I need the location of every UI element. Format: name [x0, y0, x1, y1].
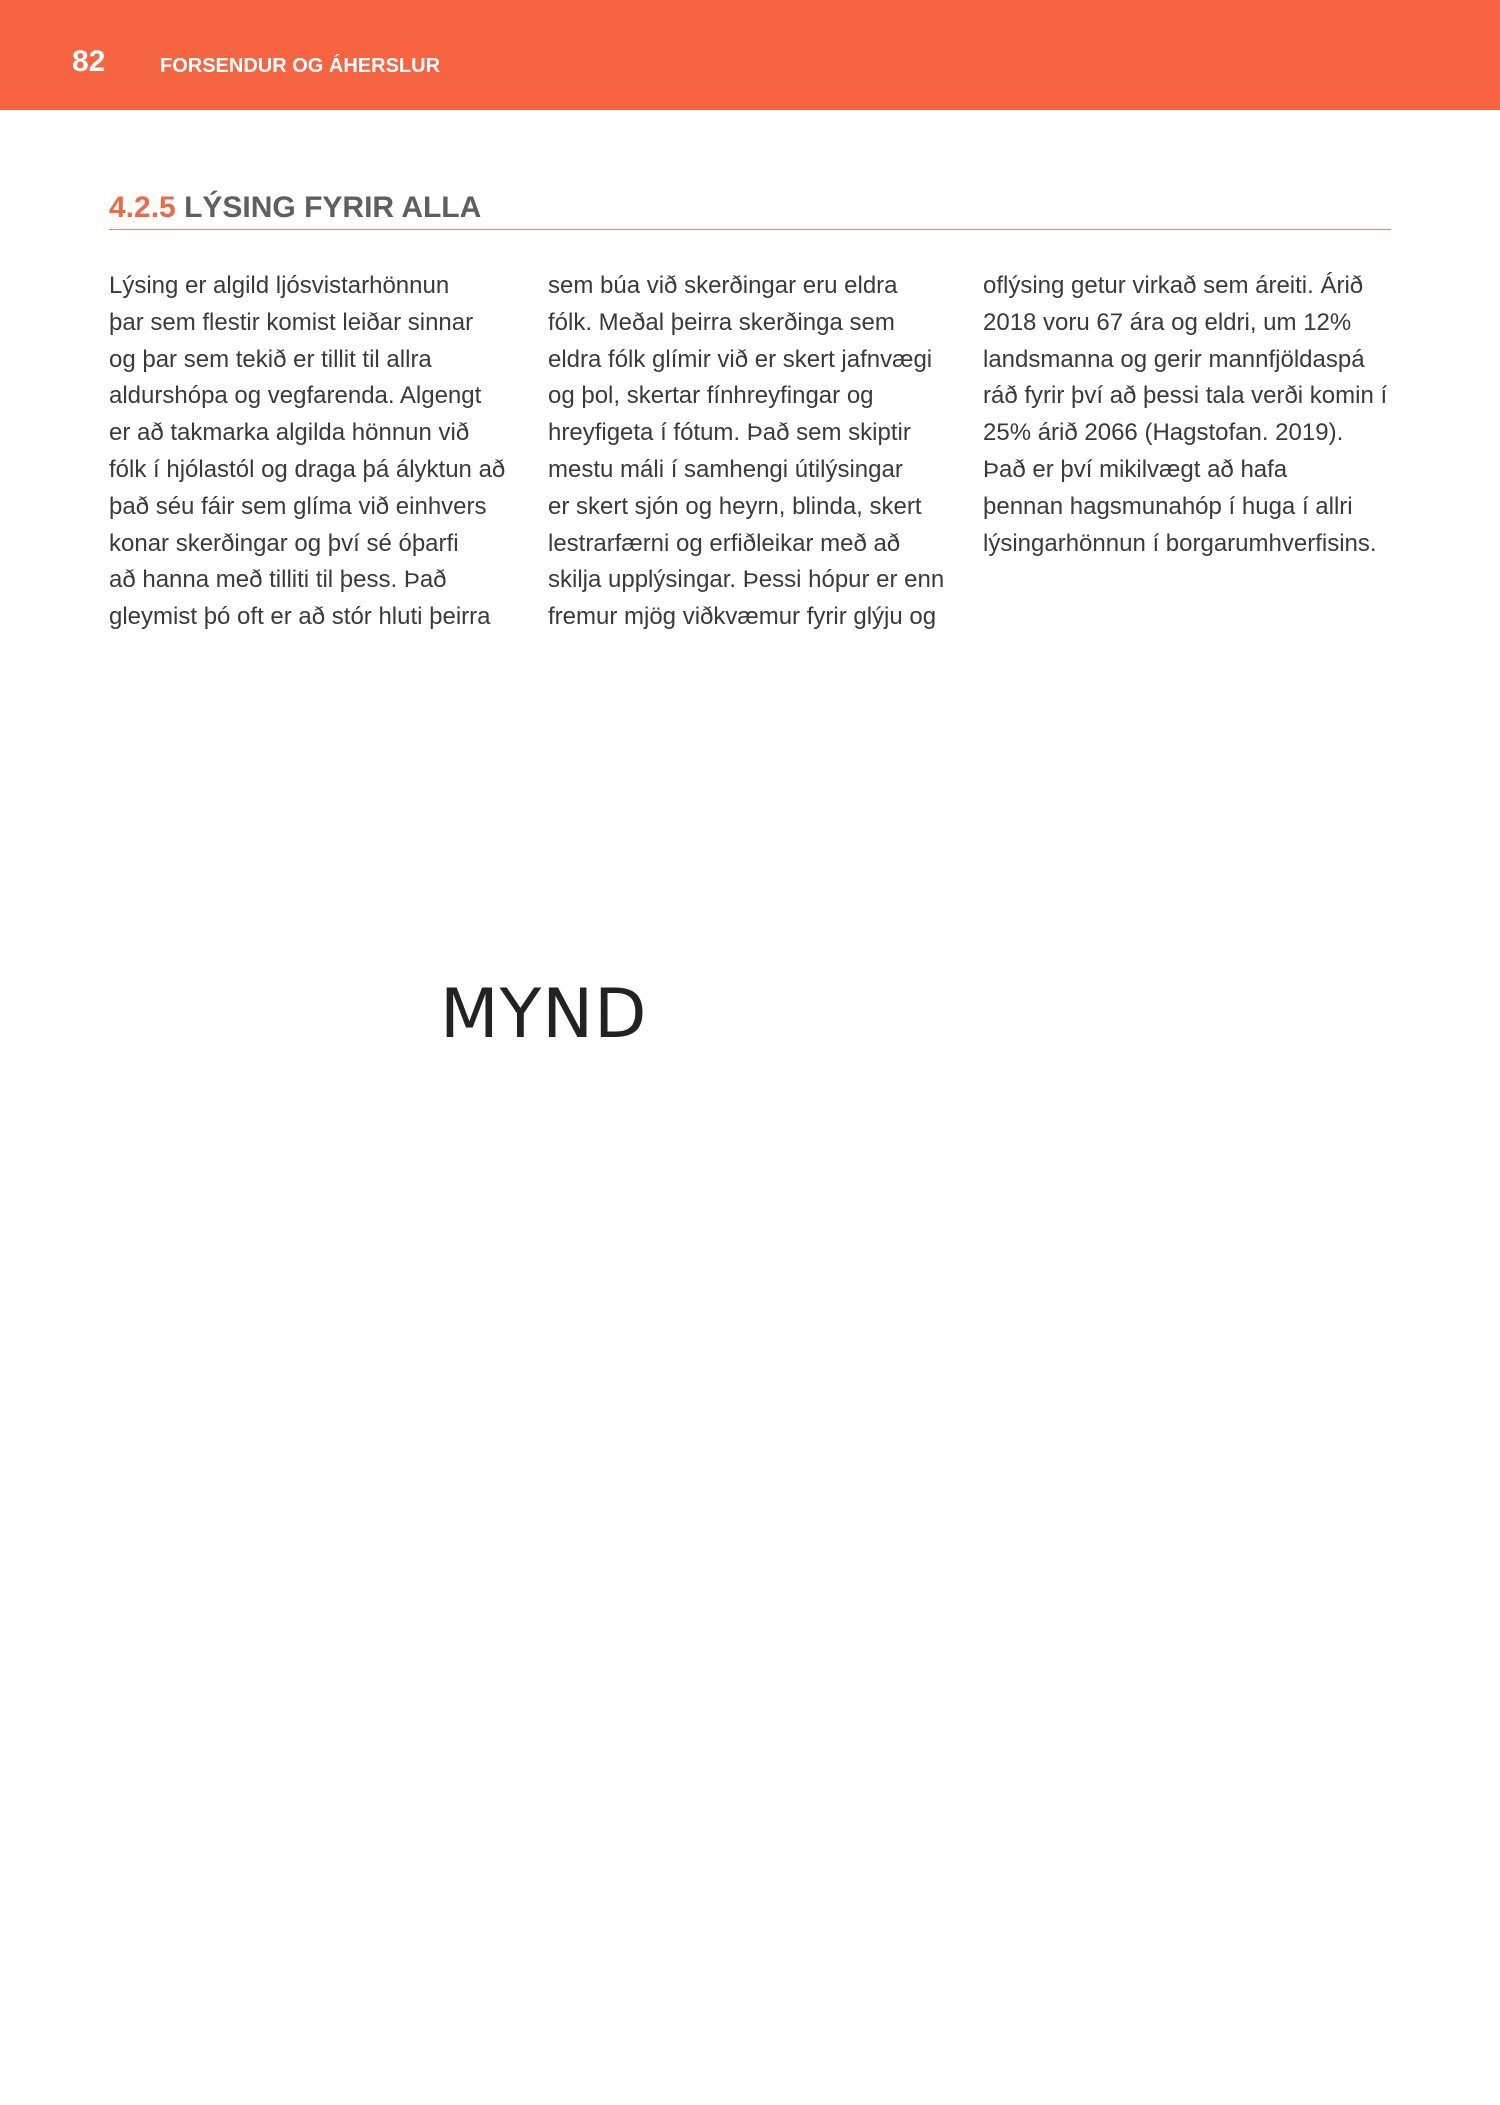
- section-title: LÝSING FYRIR ALLA: [184, 191, 482, 224]
- header-band: [0, 0, 1500, 110]
- text-line: fólk. Meðal þeirra skerðinga sem: [548, 308, 895, 336]
- text-line: lestrarfærni og erfiðleikar með að: [548, 529, 901, 557]
- text-line: oflýsing getur virkað sem áreiti. Árið: [983, 272, 1364, 299]
- text-line: konar skerðingar og því sé óþarfi: [109, 529, 459, 557]
- section-number: 4.2.5: [109, 191, 176, 224]
- text-column-2: [548, 268, 963, 636]
- text-line: ráð fyrir því að þessi tala verði komin í: [983, 382, 1388, 410]
- text-line: fremur mjög viðkvæmur fyrir glýju og: [548, 603, 937, 631]
- text-line: er að takmarka algilda hönnun við: [109, 419, 470, 447]
- text-line: eldra fólk glímir við er skert jafnvægi: [548, 345, 933, 373]
- text-line: lýsingarhönnun í borgarumhverfisins.: [983, 529, 1377, 557]
- running-head: FORSENDUR OG ÁHERSLUR: [160, 55, 441, 77]
- text-line: gleymist þó oft er að stór hluti þeirra: [109, 603, 491, 631]
- text-line: þar sem flestir komist leiðar sinnar: [109, 308, 474, 336]
- text-line: sem búa við skerðingar eru eldra: [548, 272, 898, 299]
- page-number: 82: [72, 45, 106, 78]
- text-line: þennan hagsmunahóp í huga í allri: [983, 492, 1353, 520]
- text-line: skilja upplýsingar. Þessi hópur er enn: [548, 566, 945, 594]
- text-line: 2018 voru 67 ára og eldri, um 12%: [983, 308, 1352, 336]
- text-column-1: [109, 268, 524, 636]
- text-line: aldurshópa og vegfarenda. Algengt: [109, 382, 482, 410]
- section-heading: [109, 188, 481, 228]
- text-line: að hanna með tilliti til þess. Það: [109, 566, 447, 594]
- text-line: 25% árið 2066 (Hagstofan. 2019).: [983, 419, 1344, 447]
- text-line: fólk í hjólastól og draga þá ályktun að: [109, 455, 506, 483]
- text-line: hreyfigeta í fótum. Það sem skiptir: [548, 419, 911, 447]
- text-line: Það er því mikilvægt að hafa: [983, 455, 1288, 483]
- text-line: það séu fáir sem glíma við einhvers: [109, 492, 487, 520]
- heading-divider: [109, 229, 1391, 230]
- text-line: er skert sjón og heyrn, blinda, skert: [548, 492, 922, 520]
- text-line: mestu máli í samhengi útilýsingar: [548, 455, 903, 483]
- text-line: og þol, skertar fínhreyfingar og: [548, 382, 874, 410]
- image-placeholder-label: MYND: [440, 975, 648, 1054]
- text-column-3: [983, 268, 1398, 562]
- text-line: Lýsing er algild ljósvistarhönnun: [109, 272, 450, 299]
- text-line: og þar sem tekið er tillit til allra: [109, 345, 432, 373]
- text-line: landsmanna og gerir mannfjöldaspá: [983, 345, 1365, 373]
